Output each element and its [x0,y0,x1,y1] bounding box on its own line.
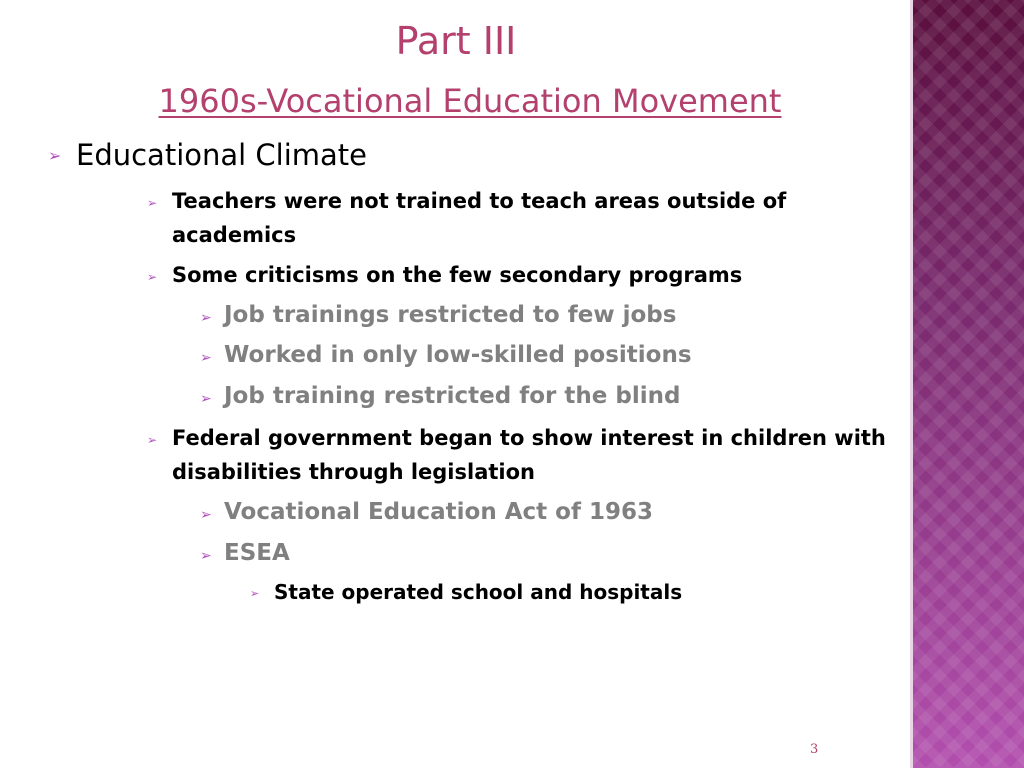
arrow-bullet-icon: ➢ [200,548,212,564]
slide-subtitle-text: 1960s-Vocational Education Movement [158,82,782,120]
heading-educational-climate: Educational Climate [76,138,368,172]
point-criticisms: Some criticisms on the few secondary programs [172,263,743,287]
point-teachers: Teachers were not trained to teach areas outside of academics [172,189,787,247]
arrow-bullet-icon: ➢ [48,146,62,165]
criticism-low-skilled: Worked in only low-skilled positions [224,342,692,368]
arrow-bullet-icon: ➢ [147,433,158,447]
criticism-blind: Job training restricted for the blind [224,383,681,409]
slide-title: Part III [395,19,517,63]
arrow-bullet-icon: ➢ [200,310,212,326]
page-number: 3 [810,742,819,757]
arrow-bullet-icon: ➢ [200,507,212,523]
arrow-bullet-icon: ➢ [250,587,260,600]
legislation-vocational-act: Vocational Education Act of 1963 [224,499,653,525]
point-federal-government: Federal government began to show interest in children with disabilities through legislation [172,426,886,484]
arrow-bullet-icon: ➢ [200,350,212,366]
legislation-esea: ESEA [224,540,290,566]
arrow-bullet-icon: ➢ [147,270,158,284]
criticism-job-trainings: Job trainings restricted to few jobs [224,302,677,328]
arrow-bullet-icon: ➢ [200,391,212,407]
esea-detail: State operated school and hospitals [274,580,683,604]
arrow-bullet-icon: ➢ [147,196,158,210]
